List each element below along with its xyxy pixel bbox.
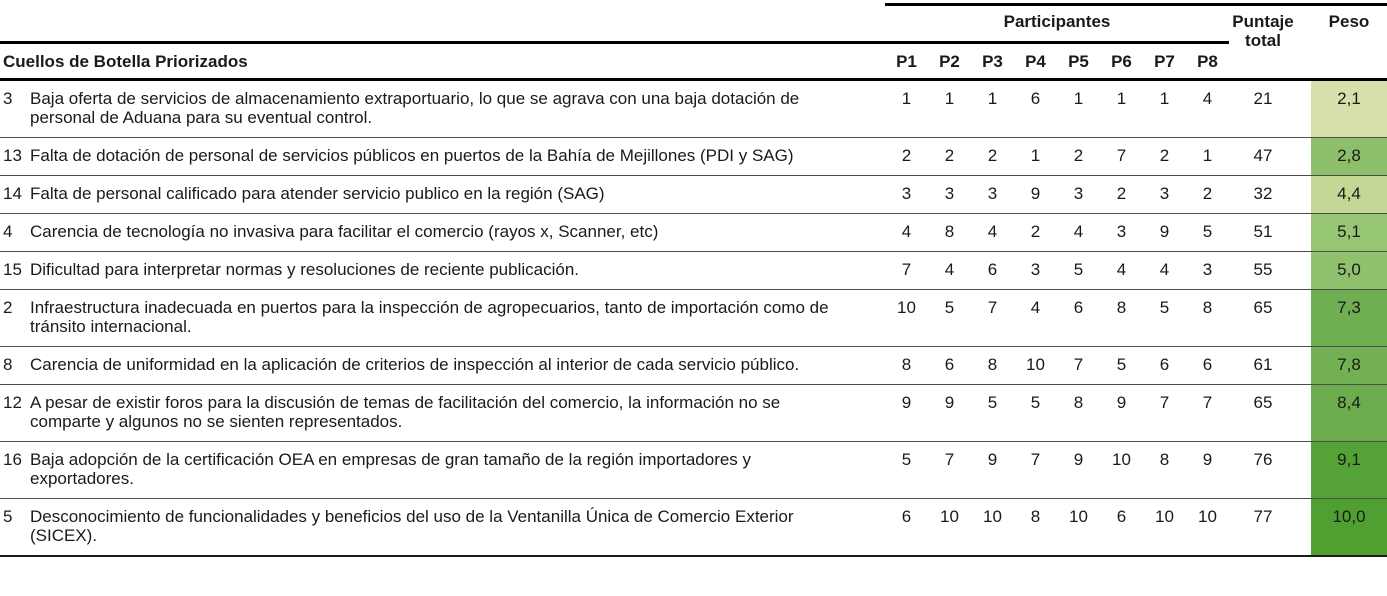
participant-score: 9 <box>1073 450 1084 469</box>
row-total-score: 55 <box>1253 260 1273 279</box>
participant-score: 10 <box>1198 507 1217 526</box>
participant-score: 4 <box>1116 260 1127 279</box>
row-description: Carencia de tecnología no invasiva para facilitar el comercio (rayos x, Scanner, etc) <box>30 222 659 241</box>
participant-score: 6 <box>901 507 912 526</box>
row-description: A pesar de existir foros para la discusión de temas de facilitación del comercio, la información no se comparte y algunos no se sienten representados. <box>30 393 781 431</box>
participant-score: 4 <box>1030 298 1041 317</box>
row-description: Desconocimiento de funcionalidades y beneficios del uso de la Ventanilla Única de Comercio Exterior (SICEX). <box>30 507 794 545</box>
participant-score: 9 <box>1202 450 1213 469</box>
row-total-score: 21 <box>1253 89 1273 108</box>
table-row <box>0 252 1387 290</box>
row-description: Carencia de uniformidad en la aplicación de criterios de inspección al interior de cada servicio público. <box>30 355 800 374</box>
participant-score: 10 <box>1026 355 1045 374</box>
column-header-total-score <box>1229 12 1311 50</box>
participant-score: 7 <box>1073 355 1084 374</box>
column-header-p4: P4 <box>1025 52 1046 71</box>
participant-score: 5 <box>1030 393 1041 412</box>
participant-score: 4 <box>901 222 912 241</box>
row-description: Dificultad para interpretar normas y resoluciones de reciente publicación. <box>30 260 580 279</box>
participant-score: 6 <box>1116 507 1127 526</box>
participant-score: 5 <box>1116 355 1127 374</box>
header-top-rule <box>885 3 1387 6</box>
participant-score: 5 <box>1202 222 1213 241</box>
participant-score: 1 <box>944 89 955 108</box>
participant-score: 7 <box>1159 393 1170 412</box>
row-total-score: 51 <box>1253 222 1273 241</box>
participant-score: 9 <box>1159 222 1170 241</box>
table-row <box>0 81 1387 138</box>
column-header-p1: P1 <box>896 52 917 71</box>
table-row <box>0 176 1387 214</box>
row-total-score: 61 <box>1253 355 1273 374</box>
row-weight: 2,1 <box>1311 81 1387 137</box>
row-id: 12 <box>3 393 22 412</box>
participant-score: 1 <box>987 89 998 108</box>
participant-score: 5 <box>901 450 912 469</box>
row-weight: 7,8 <box>1311 347 1387 384</box>
participant-score: 7 <box>944 450 955 469</box>
participant-score: 7 <box>1030 450 1041 469</box>
participant-score: 5 <box>987 393 998 412</box>
participant-score: 3 <box>901 184 912 203</box>
row-total-score: 76 <box>1253 450 1273 469</box>
table-row <box>0 347 1387 385</box>
row-id: 5 <box>3 507 13 526</box>
participant-score: 10 <box>1155 507 1174 526</box>
participant-score: 6 <box>987 260 998 279</box>
row-total-score: 65 <box>1253 298 1273 317</box>
row-description: Baja oferta de servicios de almacenamiento extraportuario, lo que se agrava con una baja dotación de personal de Aduana para su eventual control. <box>30 89 800 127</box>
participant-score: 1 <box>901 89 912 108</box>
row-description: Infraestructura inadecuada en puertos para la inspección de agropecuarios, tanto de importación como de tránsito internacional. <box>30 298 829 336</box>
row-id: 3 <box>3 89 13 108</box>
participant-score: 8 <box>944 222 955 241</box>
row-weight: 5,0 <box>1311 252 1387 289</box>
participant-score: 6 <box>944 355 955 374</box>
participant-score: 7 <box>1116 146 1127 165</box>
participant-score: 1 <box>1159 89 1170 108</box>
participant-score: 7 <box>1202 393 1213 412</box>
participant-score: 10 <box>897 298 916 317</box>
column-header-p3: P3 <box>982 52 1003 71</box>
participant-columns <box>885 52 1229 71</box>
row-id: 14 <box>3 184 22 203</box>
participant-score: 3 <box>987 184 998 203</box>
row-id: 15 <box>3 260 22 279</box>
participant-score: 8 <box>1030 507 1041 526</box>
participant-score: 5 <box>944 298 955 317</box>
participant-score: 1 <box>1030 146 1041 165</box>
participant-score: 9 <box>1116 393 1127 412</box>
column-header-p2: P2 <box>939 52 960 71</box>
participant-score: 6 <box>1202 355 1213 374</box>
participant-score: 10 <box>1069 507 1088 526</box>
participant-score: 4 <box>1159 260 1170 279</box>
participant-score: 8 <box>1159 450 1170 469</box>
participant-score: 8 <box>1116 298 1127 317</box>
participant-score: 2 <box>1116 184 1127 203</box>
row-total-score: 65 <box>1253 393 1273 412</box>
participant-score: 9 <box>987 450 998 469</box>
participant-score: 6 <box>1030 89 1041 108</box>
table-row <box>0 290 1387 347</box>
row-id: 13 <box>3 146 22 165</box>
participant-score: 8 <box>1073 393 1084 412</box>
table-row <box>0 385 1387 442</box>
row-id: 4 <box>3 222 13 241</box>
row-total-score: 77 <box>1253 507 1273 526</box>
row-description: Falta de personal calificado para atender servicio publico en la región (SAG) <box>30 184 605 203</box>
row-weight: 4,4 <box>1311 176 1387 213</box>
participant-score: 10 <box>1112 450 1131 469</box>
participant-score: 5 <box>1159 298 1170 317</box>
column-header-total-score-line2: total <box>1245 31 1281 50</box>
table-row <box>0 138 1387 176</box>
participant-score: 2 <box>944 146 955 165</box>
participant-score: 2 <box>987 146 998 165</box>
table-row <box>0 214 1387 252</box>
participant-score: 2 <box>1030 222 1041 241</box>
participant-score: 4 <box>1202 89 1213 108</box>
participant-score: 2 <box>901 146 912 165</box>
participant-score: 5 <box>1073 260 1084 279</box>
row-description: Baja adopción de la certificación OEA en empresas de gran tamaño de la región importadores y exportadores. <box>30 450 752 488</box>
participant-score: 3 <box>1030 260 1041 279</box>
column-header-total-score-line1: Puntaje <box>1232 12 1294 31</box>
participant-score: 8 <box>1202 298 1213 317</box>
participant-score: 7 <box>901 260 912 279</box>
participant-score: 6 <box>1159 355 1170 374</box>
table-body <box>0 81 1387 557</box>
participant-score: 1 <box>1073 89 1084 108</box>
row-weight: 5,1 <box>1311 214 1387 251</box>
column-header-weight: Peso <box>1328 12 1370 31</box>
participant-score: 3 <box>1116 222 1127 241</box>
row-total-score: 47 <box>1253 146 1273 165</box>
participant-score: 3 <box>1202 260 1213 279</box>
row-weight: 2,8 <box>1311 138 1387 175</box>
column-header-p8: P8 <box>1197 52 1218 71</box>
participant-score: 8 <box>901 355 912 374</box>
column-header-p6: P6 <box>1111 52 1132 71</box>
column-group-header-participants: Participantes <box>1003 12 1111 31</box>
participant-score: 2 <box>1073 146 1084 165</box>
participant-score: 1 <box>1202 146 1213 165</box>
participant-score: 3 <box>1159 184 1170 203</box>
row-weight: 7,3 <box>1311 290 1387 346</box>
participant-score: 4 <box>944 260 955 279</box>
table-header <box>0 0 1387 81</box>
row-id: 2 <box>3 298 13 317</box>
participant-score: 10 <box>940 507 959 526</box>
row-weight: 9,1 <box>1311 442 1387 498</box>
row-id: 16 <box>3 450 22 469</box>
participant-score: 2 <box>1159 146 1170 165</box>
table-title: Cuellos de Botella Priorizados <box>3 52 248 71</box>
participant-score: 9 <box>1030 184 1041 203</box>
column-header-p5: P5 <box>1068 52 1089 71</box>
row-weight: 10,0 <box>1311 499 1387 555</box>
participant-score: 7 <box>987 298 998 317</box>
table-row <box>0 499 1387 557</box>
participant-score: 9 <box>901 393 912 412</box>
participant-score: 2 <box>1202 184 1213 203</box>
participant-score: 6 <box>1073 298 1084 317</box>
column-header-p7: P7 <box>1154 52 1175 71</box>
row-id: 8 <box>3 355 13 374</box>
row-weight: 8,4 <box>1311 385 1387 441</box>
row-total-score: 32 <box>1253 184 1273 203</box>
participant-score: 9 <box>944 393 955 412</box>
header-divider-rule <box>0 41 1229 44</box>
participant-score: 10 <box>983 507 1002 526</box>
table-row <box>0 442 1387 499</box>
participant-score: 8 <box>987 355 998 374</box>
participant-score: 4 <box>1073 222 1084 241</box>
row-description: Falta de dotación de personal de servicios públicos en puertos de la Bahía de Mejillones (PDI y SAG) <box>30 146 794 165</box>
participant-score: 3 <box>944 184 955 203</box>
participant-score: 3 <box>1073 184 1084 203</box>
participant-score: 1 <box>1116 89 1127 108</box>
participant-score: 4 <box>987 222 998 241</box>
